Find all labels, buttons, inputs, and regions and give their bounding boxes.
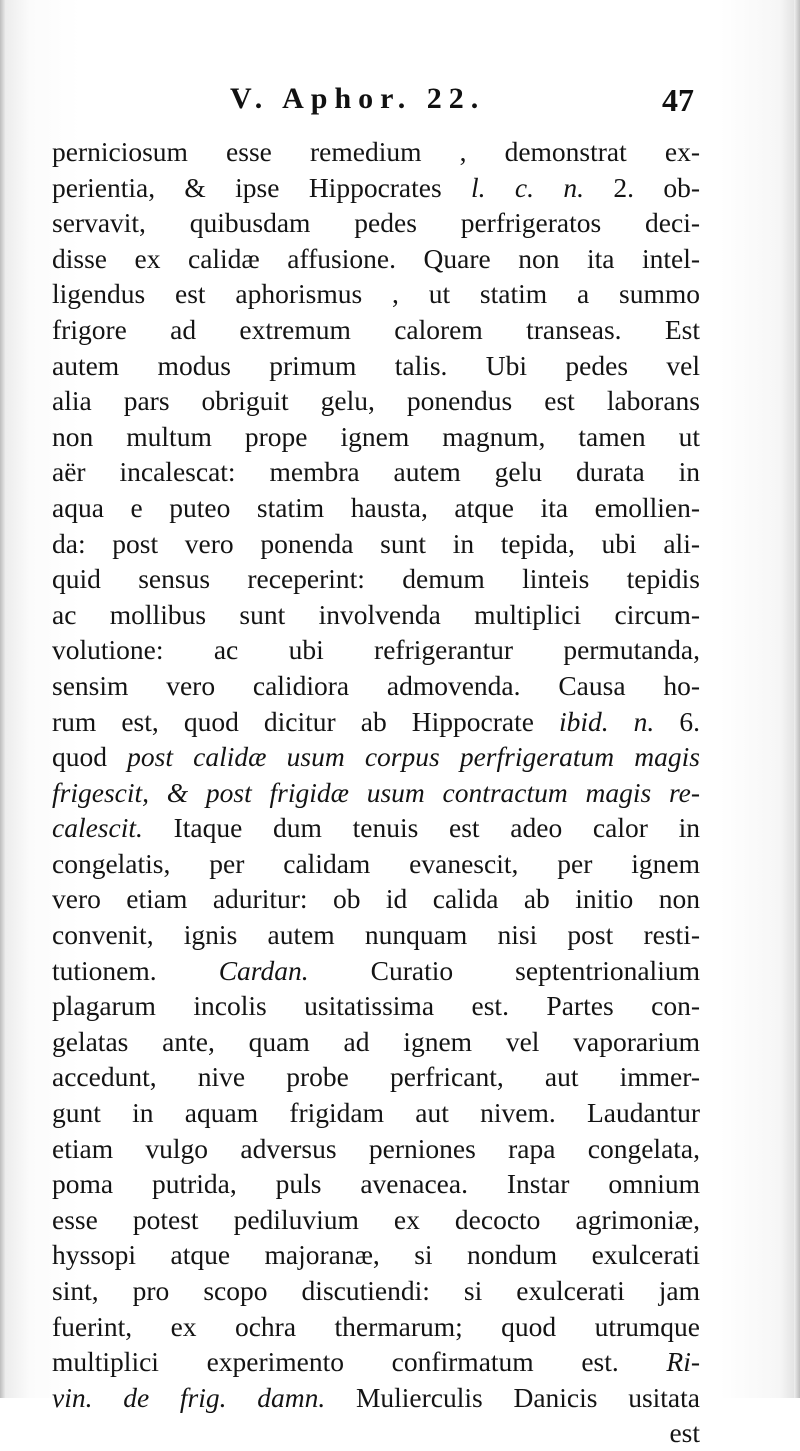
text-segment: Itaque dum tenuis est adeo calor in bbox=[142, 812, 700, 844]
italic-text: Ri- bbox=[666, 1346, 700, 1378]
text-segment: servavit, quibusdam pedes perfrigeratos deci- bbox=[52, 207, 700, 239]
text-line bbox=[52, 348, 700, 384]
text-line bbox=[52, 597, 700, 633]
text-line bbox=[52, 1024, 700, 1060]
running-head: V. Aphor. 22. bbox=[230, 82, 486, 115]
text-segment: congelatis, per calidam evanescit, per ignem bbox=[52, 847, 700, 879]
text-segment: frigore ad extremum calorem transeas. Est bbox=[52, 313, 700, 345]
text-segment: tutionem. bbox=[52, 954, 219, 986]
text-line bbox=[52, 775, 700, 811]
text-segment: plagarum incolis usitatissima est. Partes con- bbox=[52, 990, 700, 1022]
text-line bbox=[52, 134, 700, 170]
text-line bbox=[52, 917, 700, 953]
text-segment: Mulierculis Danicis usitata bbox=[325, 1381, 700, 1413]
text-segment: rum est, quod dicitur ab Hippocrate bbox=[52, 705, 559, 737]
text-line bbox=[52, 881, 700, 917]
italic-text: vin. de frig. damn. bbox=[52, 1381, 326, 1413]
italic-text: ibid. n. bbox=[558, 705, 655, 737]
text-line bbox=[52, 205, 700, 241]
text-line bbox=[52, 1131, 700, 1167]
text-line bbox=[52, 1237, 700, 1273]
text-segment: ligendus est aphorismus , ut statim a summo bbox=[52, 278, 700, 310]
text-line bbox=[52, 988, 700, 1024]
text-segment: non multum prope ignem magnum, tamen ut bbox=[52, 420, 700, 452]
text-segment: quid sensus receperint: demum linteis tepidis bbox=[52, 563, 700, 595]
text-segment: autem modus primum talis. Ubi pedes vel bbox=[52, 349, 700, 381]
text-segment: 6. bbox=[654, 705, 700, 737]
text-line bbox=[52, 561, 700, 597]
text-line bbox=[52, 810, 700, 846]
text-line bbox=[52, 1095, 700, 1131]
text-line bbox=[52, 1309, 700, 1345]
text-segment: multiplici experimento confirmatum est. bbox=[52, 1346, 667, 1378]
text-segment: gunt in aquam frigidam aut nivem. Laudantur bbox=[52, 1097, 700, 1129]
italic-text: post calidæ usum corpus perfrigeratum magis bbox=[127, 741, 701, 773]
text-segment: poma putrida, puls avenacea. Instar omnium bbox=[52, 1168, 700, 1200]
text-segment: hyssopi atque majoranæ, si nondum exulcerati bbox=[52, 1239, 700, 1271]
text-segment: accedunt, nive probe perfricant, aut immer- bbox=[52, 1061, 700, 1093]
italic-text: Cardan. bbox=[218, 954, 309, 986]
text-line bbox=[52, 312, 700, 348]
text-segment: alia pars obriguit gelu, ponendus est laborans bbox=[52, 385, 700, 417]
text-segment: aër incalescat: membra autem gelu durata in bbox=[52, 456, 700, 488]
text-line bbox=[52, 1415, 700, 1451]
text-line bbox=[52, 1273, 700, 1309]
body-text bbox=[52, 134, 700, 1451]
text-line bbox=[52, 1344, 700, 1380]
text-segment: perientia, & ipse Hippocrates bbox=[52, 171, 472, 203]
text-line bbox=[52, 704, 700, 740]
page-edge-left bbox=[0, 0, 6, 1398]
text-segment: quod bbox=[52, 741, 128, 773]
text-segment: gelatas ante, quam ad ignem vel vaporarium bbox=[52, 1025, 700, 1057]
page-edge-right bbox=[794, 0, 800, 1398]
page-header bbox=[58, 82, 698, 126]
text-segment: sensim vero calidiora admovenda. Causa ho- bbox=[52, 669, 700, 701]
text-line bbox=[52, 276, 700, 312]
text-segment: etiam vulgo adversus perniones rapa congelata, bbox=[52, 1132, 700, 1164]
text-line bbox=[52, 953, 700, 989]
text-line bbox=[52, 454, 700, 490]
text-line bbox=[52, 1059, 700, 1095]
text-segment: fuerint, ex ochra thermarum; quod utrumque bbox=[52, 1310, 700, 1342]
text-line bbox=[52, 739, 700, 775]
text-segment: vero etiam aduritur: ob id calida ab initio non bbox=[52, 883, 700, 915]
text-segment: sint, pro scopo discutiendi: si exulcerati jam bbox=[52, 1275, 700, 1306]
text-segment: esse potest pediluvium ex decocto agrimoniæ, bbox=[52, 1203, 700, 1235]
text-segment: convenit, ignis autem nunquam nisi post resti- bbox=[52, 919, 700, 951]
text-segment: da: post vero ponenda sunt in tepida, ubi ali- bbox=[52, 527, 700, 559]
italic-text: l. c. n. bbox=[471, 171, 584, 203]
text-line bbox=[52, 526, 700, 562]
text-segment: 2. ob- bbox=[583, 171, 700, 203]
text-segment: est bbox=[669, 1417, 700, 1449]
text-line bbox=[52, 632, 700, 668]
text-segment: volutione: ac ubi refrigerantur permutanda, bbox=[52, 634, 700, 666]
text-line bbox=[52, 383, 700, 419]
text-line bbox=[52, 490, 700, 526]
text-line bbox=[52, 170, 700, 206]
text-line bbox=[52, 846, 700, 882]
text-segment: aqua e puteo statim hausta, atque ita emollien- bbox=[52, 491, 700, 523]
text-segment: disse ex calidæ affusione. Quare non ita intel- bbox=[52, 242, 700, 274]
italic-text: calescit. bbox=[52, 812, 143, 844]
text-line bbox=[52, 419, 700, 455]
italic-text: frigescit, & post frigidæ usum contractum magis re- bbox=[52, 776, 700, 808]
text-line bbox=[52, 1166, 700, 1202]
text-segment: ac mollibus sunt involvenda multiplici circum- bbox=[52, 598, 700, 630]
text-segment: perniciosum esse remedium , demonstrat ex- bbox=[52, 136, 700, 167]
text-line bbox=[52, 1202, 700, 1238]
page-number: 47 bbox=[662, 82, 694, 118]
text-line bbox=[52, 668, 700, 704]
text-line bbox=[52, 241, 700, 277]
text-segment: Curatio septentrionalium bbox=[308, 954, 700, 986]
